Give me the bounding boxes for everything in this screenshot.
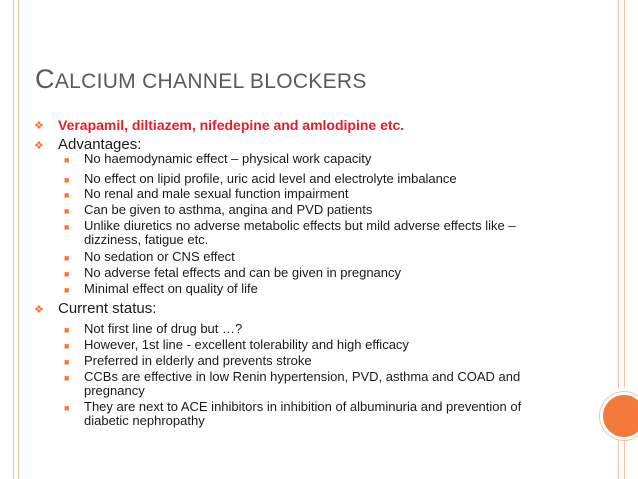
diamond-bullet-icon: ❖	[34, 120, 44, 132]
square-bullet-icon: ■	[64, 222, 70, 232]
square-bullet-icon: ■	[64, 155, 70, 165]
frame-line-right-inner-lower	[618, 436, 619, 479]
square-bullet-icon: ■	[64, 175, 70, 185]
frame-line-right	[624, 0, 625, 388]
square-bullet-icon: ■	[64, 357, 70, 367]
frame-line-left	[13, 0, 14, 479]
square-bullet-icon: ■	[64, 403, 70, 413]
decorative-orange-circle	[600, 392, 638, 440]
frame-line-right-inner	[618, 0, 619, 388]
slide-title: CALCIUM CHANNEL BLOCKERS	[35, 64, 367, 94]
square-bullet-icon: ■	[64, 325, 70, 335]
square-bullet-icon: ■	[64, 206, 70, 216]
square-bullet-icon: ■	[64, 190, 70, 200]
square-bullet-icon: ■	[64, 269, 70, 279]
square-bullet-icon: ■	[64, 373, 70, 383]
square-bullet-icon: ■	[64, 341, 70, 351]
frame-line-left-inner	[18, 0, 19, 479]
square-bullet-icon: ■	[64, 285, 70, 295]
diamond-bullet-icon: ❖	[34, 140, 44, 152]
square-bullet-icon: ■	[64, 253, 70, 263]
diamond-bullet-icon: ❖	[34, 304, 44, 316]
frame-line-right-lower	[624, 436, 625, 479]
